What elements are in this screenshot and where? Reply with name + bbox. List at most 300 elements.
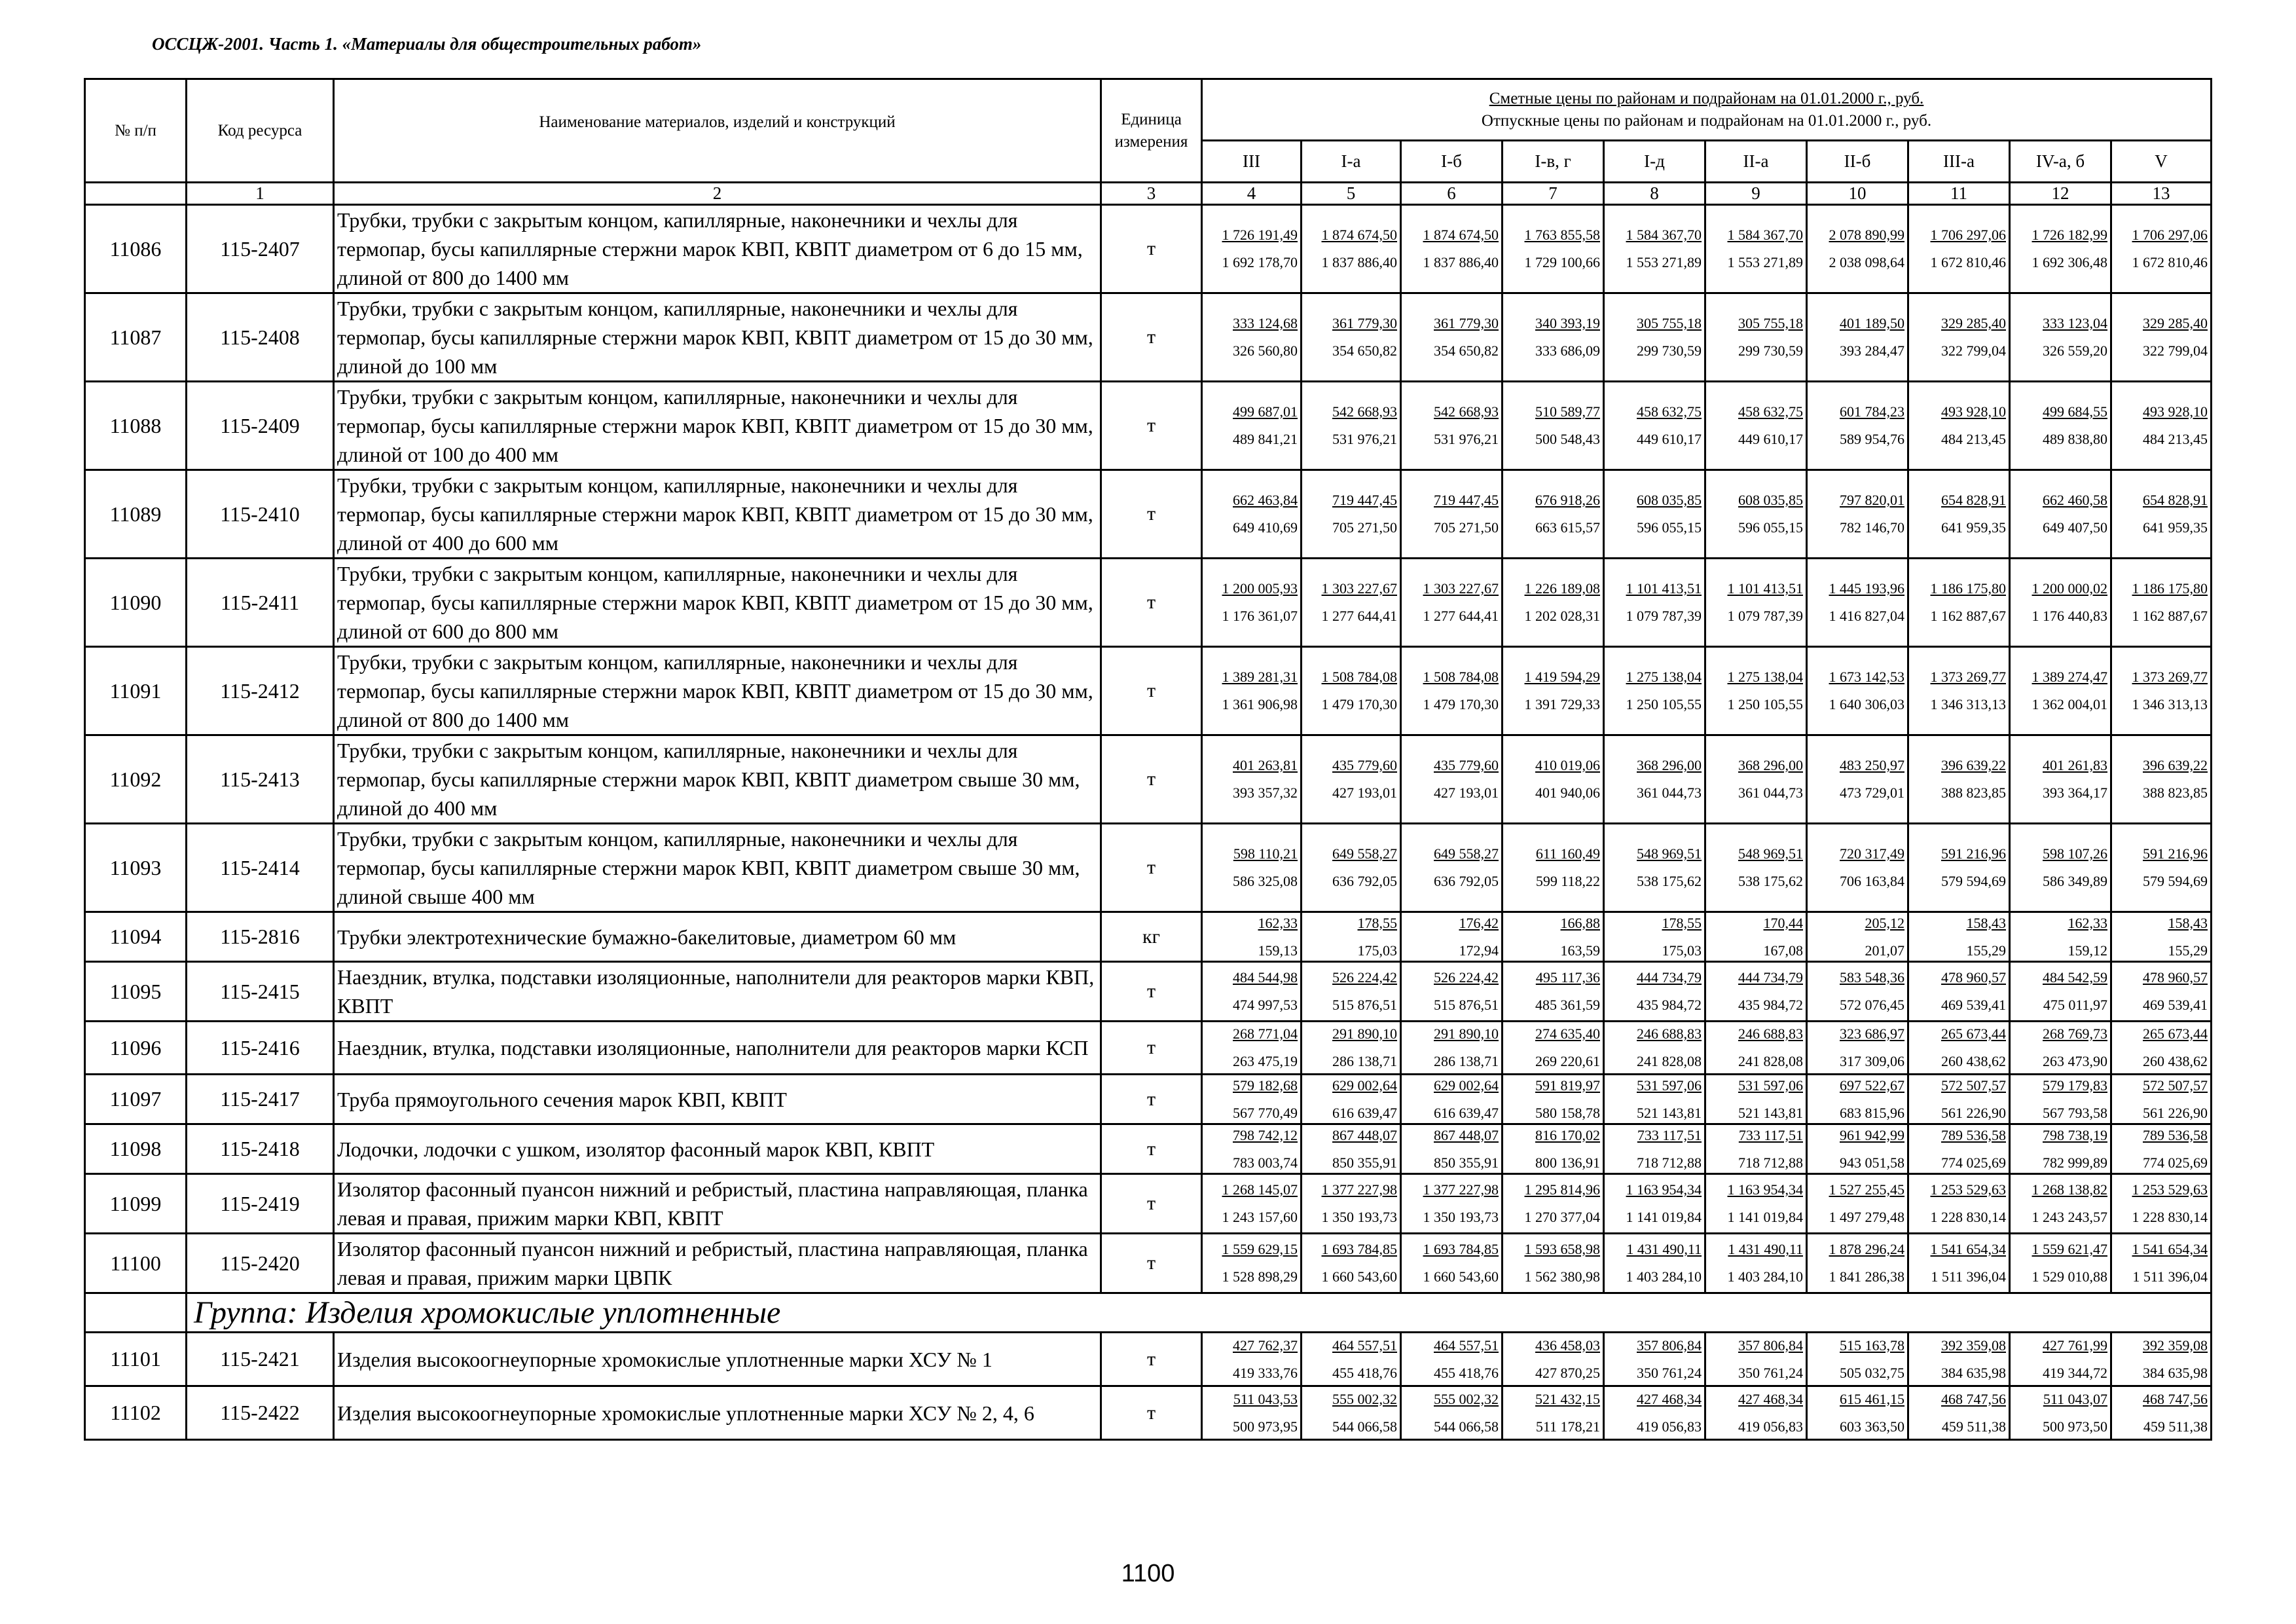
release-price: 484 213,45 (1941, 431, 2006, 447)
price-pair (2011, 403, 2110, 449)
price-cell (1401, 962, 1503, 1022)
estimated-price: 1 874 674,50 (1321, 227, 1397, 243)
resource-code: 115-2411 (187, 559, 334, 647)
estimated-price: 392 359,08 (1941, 1337, 2006, 1354)
estimated-price: 427 468,34 (1738, 1390, 1803, 1407)
unit-of-measure: т (1101, 1124, 1202, 1174)
region-header: III-а (1908, 141, 2010, 183)
estimated-price: 495 117,36 (1535, 969, 1600, 986)
price-pair (2112, 403, 2210, 449)
price-cell (1908, 1075, 2010, 1124)
price-pair (1605, 756, 1704, 802)
release-price: 603 363,50 (1840, 1418, 1904, 1435)
estimated-price: 1 163 954,34 (1626, 1181, 1702, 1198)
estimated-price: 401 189,50 (1840, 315, 1904, 331)
column-number: 2 (334, 183, 1101, 205)
price-cell (1807, 1075, 1908, 1124)
estimated-price: 662 460,58 (2043, 492, 2107, 508)
price-pair (1605, 226, 1704, 272)
release-price: 322 799,04 (1941, 342, 2006, 359)
estimated-price: 1 559 629,15 (1222, 1241, 1298, 1257)
price-cell (1202, 1386, 1302, 1440)
price-cell (1401, 1333, 1503, 1386)
price-cell (1908, 205, 2010, 293)
price-cell (1705, 647, 1807, 735)
price-pair (1808, 914, 1907, 960)
estimated-price: 572 507,57 (1941, 1077, 2006, 1094)
price-pair (1302, 491, 1400, 537)
price-cell (2111, 1022, 2212, 1075)
price-cell (1302, 647, 1401, 735)
price-cell (2010, 293, 2111, 382)
price-cell (2010, 1386, 2111, 1440)
estimated-price: 531 597,06 (1738, 1077, 1803, 1094)
release-price: 850 355,91 (1434, 1154, 1499, 1171)
row-number: 11099 (85, 1174, 187, 1234)
estimated-price: 368 296,00 (1738, 757, 1803, 773)
price-pair (1302, 403, 1400, 449)
price-pair (1402, 845, 1501, 891)
price-cell (1302, 559, 1401, 647)
price-cell (1202, 1174, 1302, 1234)
price-cell (2111, 470, 2212, 559)
release-price: 427 193,01 (1434, 784, 1499, 801)
price-pair (2011, 1240, 2110, 1286)
release-price: 1 243 243,57 (2032, 1209, 2107, 1225)
price-pair (2112, 1337, 2210, 1382)
release-price: 1 660 543,60 (1423, 1268, 1499, 1285)
unit-of-measure: т (1101, 559, 1202, 647)
group-empty-cell (85, 1293, 187, 1333)
release-price: 1 837 886,40 (1321, 254, 1397, 270)
release-price: 1 079 787,39 (1727, 608, 1803, 624)
price-cell (1705, 205, 1807, 293)
price-pair (1402, 668, 1501, 714)
price-pair (1503, 403, 1603, 449)
price-pair (1909, 668, 2009, 714)
price-pair (1706, 1126, 1806, 1172)
estimated-price: 1 163 954,34 (1727, 1181, 1803, 1198)
estimated-price: 1 295 814,96 (1524, 1181, 1600, 1198)
release-price: 1 350 193,73 (1423, 1209, 1499, 1225)
price-pair (1605, 1181, 1704, 1227)
price-pair (1302, 1240, 1400, 1286)
release-price: 800 136,91 (1535, 1154, 1600, 1171)
release-price: 641 959,35 (2143, 519, 2208, 536)
price-pair (1302, 914, 1400, 960)
price-pair (1203, 314, 1300, 360)
release-price: 616 639,47 (1434, 1104, 1499, 1121)
resource-code: 115-2416 (187, 1022, 334, 1075)
estimated-price: 458 632,75 (1637, 403, 1702, 420)
price-pair (2112, 1025, 2210, 1071)
estimated-price: 493 928,10 (2143, 403, 2208, 420)
price-pair (1909, 1077, 2009, 1122)
release-price: 579 594,69 (2143, 873, 2208, 889)
price-cell (1705, 1075, 1807, 1124)
release-price: 449 610,17 (1738, 431, 1803, 447)
release-price: 260 438,62 (2143, 1053, 2208, 1069)
release-price: 1 277 644,41 (1423, 608, 1499, 624)
price-pair (1203, 1126, 1300, 1172)
material-name: Трубки, трубки с закрытым концом, капиллярные, наконечники и чехлы для термопар, бусы капиллярные стержни марок КВП, КВПТ диаметром от 15 до 30 мм, длиной от 800 до 1400 мм (334, 647, 1101, 735)
estimated-price: 435 779,60 (1434, 757, 1499, 773)
release-price: 354 650,82 (1434, 342, 1499, 359)
estimated-price: 798 742,12 (1233, 1126, 1298, 1143)
release-price: 419 333,76 (1233, 1364, 1298, 1381)
price-cell (2111, 1075, 2212, 1124)
region-header: I-д (1604, 141, 1705, 183)
unit-of-measure: т (1101, 824, 1202, 912)
estimated-price: 555 002,32 (1332, 1390, 1397, 1407)
release-price: 1 511 396,04 (1931, 1268, 2006, 1285)
estimated-price: 601 784,23 (1840, 403, 1904, 420)
price-cell (1908, 824, 2010, 912)
resource-code: 115-2417 (187, 1075, 334, 1124)
document-header: ОССЦЖ-2001. Часть 1. «Материалы для общестроительных работ» (152, 34, 702, 54)
release-price: 241 828,08 (1637, 1053, 1702, 1069)
price-pair (1605, 1240, 1704, 1286)
unit-of-measure: кг (1101, 912, 1202, 962)
table-row (85, 1333, 2212, 1386)
region-header: I-а (1302, 141, 1401, 183)
material-name: Трубки электротехнические бумажно-бакелитовые, диаметром 60 мм (334, 912, 1101, 962)
price-cell (1302, 293, 1401, 382)
price-pair (2112, 226, 2210, 272)
release-price: 782 999,89 (2043, 1154, 2107, 1171)
estimated-price: 427 761,99 (2043, 1337, 2107, 1354)
estimated-price: 1 445 193,96 (1829, 580, 1904, 597)
price-pair (1302, 226, 1400, 272)
release-price: 474 997,53 (1233, 997, 1298, 1013)
price-pair (1402, 756, 1501, 802)
estimated-price: 162,33 (2068, 914, 2107, 931)
estimated-price: 484 544,98 (1233, 969, 1298, 986)
price-cell (1302, 1075, 1401, 1124)
estimated-price: 583 548,36 (1840, 969, 1904, 986)
estimated-price: 357 806,84 (1738, 1337, 1803, 1354)
row-number: 11091 (85, 647, 187, 735)
release-price: 531 976,21 (1332, 431, 1397, 447)
price-pair (1909, 403, 2009, 449)
estimated-price: 329 285,40 (2143, 315, 2208, 331)
price-cell (1302, 1022, 1401, 1075)
release-price: 1 729 100,66 (1524, 254, 1600, 270)
release-price: 172,94 (1459, 942, 1499, 959)
table-body (85, 205, 2212, 1440)
resource-code: 115-2413 (187, 735, 334, 824)
release-price: 649 407,50 (2043, 519, 2107, 536)
estimated-price: 401 263,81 (1233, 757, 1298, 773)
column-number: 8 (1604, 183, 1705, 205)
release-price: 350 761,24 (1738, 1364, 1803, 1381)
estimated-price: 1 389 281,31 (1222, 669, 1298, 685)
release-price: 1 562 380,98 (1524, 1268, 1600, 1285)
unit-of-measure: т (1101, 205, 1202, 293)
header-unit (1101, 79, 1202, 183)
release-price: 435 984,72 (1738, 997, 1803, 1013)
estimated-price: 265 673,44 (2143, 1025, 2208, 1042)
estimated-price: 1 726 191,49 (1222, 227, 1298, 243)
price-pair (2011, 491, 2110, 537)
price-cell (1705, 382, 1807, 470)
price-pair (1302, 1181, 1400, 1227)
price-pair (2011, 580, 2110, 625)
region-header: II-б (1807, 141, 1908, 183)
estimated-price: 816 170,02 (1535, 1126, 1600, 1143)
estimated-price: 1 186 175,80 (2132, 580, 2208, 597)
unit-of-measure: т (1101, 735, 1202, 824)
release-price: 1 403 284,10 (1626, 1268, 1702, 1285)
price-cell (1202, 1075, 1302, 1124)
release-price: 299 730,59 (1637, 342, 1702, 359)
price-pair (1503, 969, 1603, 1014)
price-cell (2111, 293, 2212, 382)
resource-code: 115-2418 (187, 1124, 334, 1174)
price-cell (1503, 382, 1604, 470)
material-name: Трубки, трубки с закрытым концом, капиллярные, наконечники и чехлы для термопар, бусы капиллярные стержни марок КВП, КВПТ диаметром от 6 до 15 мм, длиной от 800 до 1400 мм (334, 205, 1101, 293)
group-title: Группа: Изделия хромокислые уплотненные (187, 1293, 2212, 1333)
release-price: 485 361,59 (1535, 997, 1600, 1013)
estimated-price: 531 597,06 (1637, 1077, 1702, 1094)
estimated-price: 1 186 175,80 (1930, 580, 2006, 597)
price-cell (2010, 1333, 2111, 1386)
unit-of-measure: т (1101, 293, 1202, 382)
estimated-price: 458 632,75 (1738, 403, 1803, 420)
group-row (85, 1293, 2212, 1333)
estimated-price: 340 393,19 (1535, 315, 1600, 331)
estimated-price: 629 002,64 (1434, 1077, 1499, 1094)
price-pair (2112, 1181, 2210, 1227)
price-pair (1302, 756, 1400, 802)
estimated-price: 478 960,57 (2143, 969, 2208, 986)
price-pair (1909, 580, 2009, 625)
release-price: 505 032,75 (1840, 1364, 1904, 1381)
price-cell (1302, 470, 1401, 559)
release-price: 1 228 830,14 (1930, 1209, 2006, 1225)
release-price: 1 479 170,30 (1423, 696, 1499, 712)
estimated-price: 1 373 269,77 (2132, 669, 2208, 685)
release-price: 427 193,01 (1332, 784, 1397, 801)
price-cell (1604, 559, 1705, 647)
release-price: 401 940,06 (1535, 784, 1600, 801)
price-cell (1202, 824, 1302, 912)
estimated-price: 548 969,51 (1637, 845, 1702, 862)
table-row (85, 962, 2212, 1022)
price-pair (1605, 491, 1704, 537)
price-cell (2010, 559, 2111, 647)
release-price: 1 529 010,88 (2032, 1268, 2107, 1285)
estimated-price: 1 593 658,98 (1524, 1241, 1600, 1257)
release-price: 459 511,38 (2143, 1418, 2208, 1435)
price-pair (1706, 914, 1806, 960)
price-cell (1807, 962, 1908, 1022)
release-price: 1 692 178,70 (1222, 254, 1298, 270)
price-pair (1203, 914, 1300, 960)
price-cell (2010, 1022, 2111, 1075)
price-cell (1705, 1386, 1807, 1440)
estimated-price: 511 043,07 (2043, 1390, 2107, 1407)
release-price: 427 870,25 (1535, 1364, 1600, 1381)
price-cell (1908, 1022, 2010, 1075)
estimated-price: 493 928,10 (1941, 403, 2006, 420)
price-cell (1202, 735, 1302, 824)
price-cell (1202, 559, 1302, 647)
estimated-price: 1 226 189,08 (1524, 580, 1600, 597)
table-row (85, 559, 2212, 647)
price-cell (1807, 1124, 1908, 1174)
price-pair (1402, 1181, 1501, 1227)
release-price: 718 712,88 (1637, 1154, 1702, 1171)
price-pair (1605, 1126, 1704, 1172)
price-cell (1503, 647, 1604, 735)
price-cell (1503, 470, 1604, 559)
release-price: 469 539,41 (1941, 997, 2006, 1013)
estimated-price: 1 377 227,98 (1321, 1181, 1397, 1198)
release-price: 1 202 028,31 (1524, 608, 1600, 624)
column-numbers-row (85, 183, 2212, 205)
unit-of-measure: т (1101, 962, 1202, 1022)
price-cell (1705, 470, 1807, 559)
estimated-price: 499 684,55 (2043, 403, 2107, 420)
row-number: 11093 (85, 824, 187, 912)
estimated-price: 579 182,68 (1233, 1077, 1298, 1094)
price-pair (1706, 845, 1806, 891)
release-price: 1 141 019,84 (1727, 1209, 1803, 1225)
release-price: 384 635,98 (2143, 1364, 2208, 1381)
row-number: 11088 (85, 382, 187, 470)
estimated-price: 1 878 296,24 (1829, 1241, 1904, 1257)
price-pair (1808, 226, 1907, 272)
release-price: 850 355,91 (1332, 1154, 1397, 1171)
table-row (85, 293, 2212, 382)
release-price: 636 792,05 (1434, 873, 1499, 889)
price-cell (1503, 912, 1604, 962)
price-cell (1705, 559, 1807, 647)
estimated-price: 1 706 297,06 (2132, 227, 2208, 243)
estimated-price: 1 584 367,70 (1626, 227, 1702, 243)
release-price: 705 271,50 (1434, 519, 1499, 536)
estimated-price: 1 268 145,07 (1222, 1181, 1298, 1198)
release-price: 489 838,80 (2043, 431, 2107, 447)
price-cell (1503, 735, 1604, 824)
price-cell (1807, 647, 1908, 735)
column-number: 12 (2010, 183, 2111, 205)
estimated-price: 798 738,19 (2043, 1126, 2107, 1143)
estimated-price: 654 828,91 (1941, 492, 2006, 508)
estimated-price: 629 002,64 (1332, 1077, 1397, 1094)
estimated-price: 323 686,97 (1840, 1025, 1904, 1042)
price-cell (1604, 735, 1705, 824)
release-price: 782 146,70 (1840, 519, 1904, 536)
price-cell (2010, 1124, 2111, 1174)
price-cell (2010, 1234, 2111, 1293)
price-cell (1604, 1174, 1705, 1234)
price-cell (1401, 1022, 1503, 1075)
release-price: 1 243 157,60 (1222, 1209, 1298, 1225)
price-pair (2112, 314, 2210, 360)
price-pair (1909, 969, 2009, 1014)
price-pair (1402, 1126, 1501, 1172)
release-price: 515 876,51 (1332, 997, 1397, 1013)
price-cell (2111, 1124, 2212, 1174)
release-price: 322 799,04 (2143, 342, 2208, 359)
price-cell (1705, 293, 1807, 382)
header-prices-release: Отпускные цены по районам и подрайонам на 01.01.2000 г., руб. (1481, 111, 1932, 130)
price-cell (1202, 382, 1302, 470)
estimated-price: 170,44 (1763, 914, 1803, 931)
price-pair (1706, 1337, 1806, 1382)
estimated-price: 499 687,01 (1233, 403, 1298, 420)
release-price: 388 823,85 (2143, 784, 2208, 801)
estimated-price: 274 635,40 (1535, 1025, 1600, 1042)
price-pair (1909, 1181, 2009, 1227)
price-pair (1203, 1240, 1300, 1286)
price-pair (1706, 491, 1806, 537)
price-cell (1807, 559, 1908, 647)
price-pair (2011, 969, 2110, 1014)
estimated-price: 1 101 413,51 (1727, 580, 1803, 597)
unit-of-measure: т (1101, 470, 1202, 559)
estimated-price: 1 726 182,99 (2032, 227, 2107, 243)
release-price: 706 163,84 (1840, 873, 1904, 889)
price-cell (1302, 1124, 1401, 1174)
estimated-price: 676 918,26 (1535, 492, 1600, 508)
column-number: 13 (2111, 183, 2212, 205)
release-price: 599 118,22 (1535, 873, 1600, 889)
header-num: № п/п (85, 79, 187, 183)
estimated-price: 649 558,27 (1332, 845, 1397, 862)
price-cell (1401, 824, 1503, 912)
price-cell (1807, 912, 1908, 962)
price-cell (1302, 1386, 1401, 1440)
unit-of-measure: т (1101, 1174, 1202, 1234)
release-price: 718 712,88 (1738, 1154, 1803, 1171)
estimated-price: 291 890,10 (1332, 1025, 1397, 1042)
release-price: 163,59 (1560, 942, 1600, 959)
resource-code: 115-2412 (187, 647, 334, 735)
price-cell (1705, 1333, 1807, 1386)
column-number: 5 (1302, 183, 1401, 205)
release-price: 538 175,62 (1637, 873, 1702, 889)
release-price: 175,03 (1662, 942, 1702, 959)
price-cell (1401, 470, 1503, 559)
price-cell (2010, 382, 2111, 470)
release-price: 1 660 543,60 (1321, 1268, 1397, 1285)
estimated-price: 542 668,93 (1332, 403, 1397, 420)
estimated-price: 548 969,51 (1738, 845, 1803, 862)
price-cell (1202, 1333, 1302, 1386)
release-price: 641 959,35 (1941, 519, 2006, 536)
estimated-price: 510 589,77 (1535, 403, 1600, 420)
price-pair (1909, 756, 2009, 802)
price-cell (1302, 1174, 1401, 1234)
header-code: Код ресурса (187, 79, 334, 183)
price-pair (1203, 668, 1300, 714)
price-pair (1605, 668, 1704, 714)
estimated-price: 1 706 297,06 (1930, 227, 2006, 243)
release-price: 596 055,15 (1637, 519, 1702, 536)
estimated-price: 1 559 621,47 (2032, 1241, 2107, 1257)
resource-code: 115-2420 (187, 1234, 334, 1293)
price-cell (1202, 912, 1302, 962)
estimated-price: 246 688,83 (1637, 1025, 1702, 1042)
estimated-price: 1 377 227,98 (1423, 1181, 1499, 1198)
price-pair (1302, 845, 1400, 891)
estimated-price: 521 432,15 (1535, 1390, 1600, 1407)
price-cell (1202, 1022, 1302, 1075)
price-pair (1909, 491, 2009, 537)
